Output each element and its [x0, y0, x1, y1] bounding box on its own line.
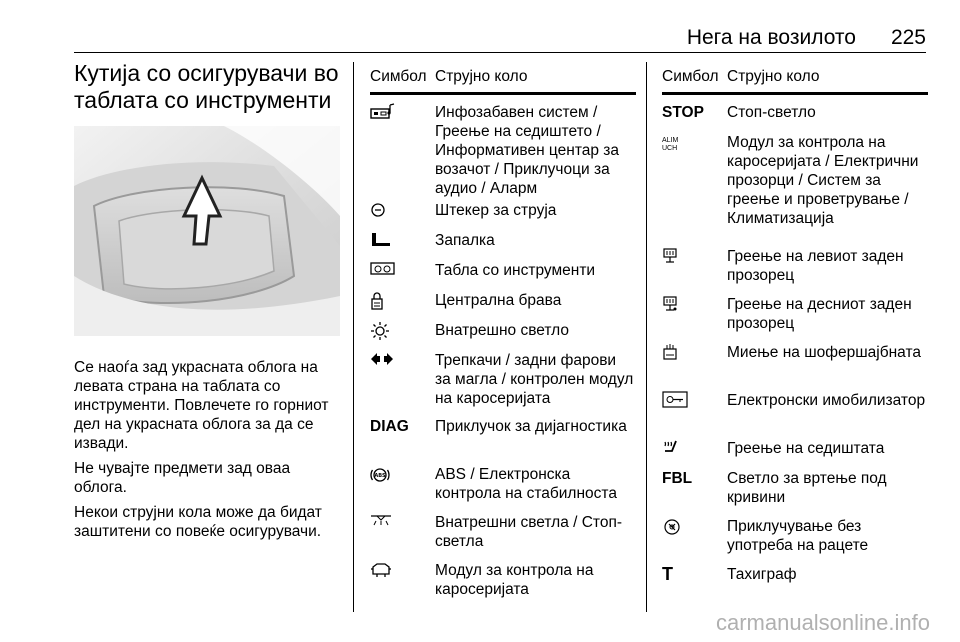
- table-row: T Тахиграф: [662, 564, 797, 584]
- hands-free-icon: [662, 517, 722, 537]
- instrument-panel-icon: [370, 261, 430, 277]
- interior-lights-icon: [370, 513, 430, 527]
- header-rule: [74, 52, 926, 53]
- column-divider-2: [646, 62, 647, 612]
- chapter-title: Нега на возилото: [686, 26, 856, 49]
- table-row: FBL Светло за вртење под кривини: [662, 470, 887, 506]
- column-divider-1: [353, 62, 354, 612]
- table-row: Греење на седиштата: [662, 439, 928, 469]
- page-header: [74, 26, 926, 54]
- table-row: Приклучување без употреба на рацете: [662, 517, 928, 565]
- svg-text:ABS: ABS: [374, 473, 386, 479]
- stop-label: STOP: [662, 104, 704, 121]
- table-row: Миење на шофершајбната: [662, 343, 928, 391]
- table-row: Штекер за струја: [370, 201, 636, 231]
- left-window-heat-icon: [662, 247, 722, 265]
- fuse-table-middle: [370, 68, 636, 609]
- table-row: Инфозабавен систем / Греење на седиштето / Информативен центар за возачот / Приклучоци за аудио / Аларм: [370, 103, 636, 201]
- watermark: carmanualsonline.info: [715, 610, 930, 635]
- left-column: [74, 60, 340, 547]
- seat-heat-icon: [662, 439, 722, 457]
- interior-light-icon: [370, 321, 430, 341]
- paragraph-note: Некои струјни кола може да бидат заштитени со повеќе осигурувачи.: [74, 504, 322, 540]
- table-row: ALIM UCH Модул за контрола на каросеријата / Електрични прозорци / Систем за греење и проветрување / Климатизација: [662, 134, 919, 227]
- abs-icon: [370, 465, 430, 485]
- fuse-table-right: [662, 68, 928, 595]
- washer-icon: [662, 343, 722, 361]
- immobilizer-icon: [662, 391, 722, 409]
- right-window-heat-icon: [662, 295, 722, 313]
- table-row: Трепкачи / задни фарови за магла / контролен модул на каросеријата: [370, 351, 636, 417]
- page-number: 225: [890, 26, 926, 49]
- table-row: STOP Стоп-светло: [662, 104, 816, 121]
- ignition-icon: [370, 231, 430, 249]
- paragraph-warning: Не чувајте предмети зад оваа облога.: [74, 460, 291, 496]
- power-outlet-icon: [370, 201, 430, 219]
- header-thick-rule: [370, 92, 636, 95]
- fuse-cover-photo: [74, 126, 340, 336]
- tachograph-label: T: [662, 564, 673, 584]
- table-row: ABS ABS / Електронска контрола на стабилноста: [370, 465, 636, 513]
- table-row: Запалка: [370, 231, 636, 261]
- table-row: Внатрешно светло: [370, 321, 636, 351]
- table-row: Централна брава: [370, 291, 636, 321]
- table-header: Симбол Струјно коло: [662, 68, 820, 85]
- diag-label: DIAG: [370, 418, 409, 435]
- section-title: Кутија со осигурувачи во таблата со инструменти: [74, 60, 339, 113]
- table-row: Греење на десниот заден прозорец: [662, 295, 928, 343]
- infotainment-icon: [370, 103, 430, 121]
- body-control-icon: [370, 561, 430, 579]
- table-row: Табла со инструменти: [370, 261, 636, 291]
- alim-uch-label: ALIM UCH: [662, 137, 679, 152]
- fbl-label: FBL: [662, 470, 693, 487]
- turn-signal-icon: [370, 351, 430, 367]
- table-row: Модул за контрола на каросеријата: [370, 561, 636, 609]
- central-lock-icon: [370, 291, 430, 311]
- table-row: Внатрешни светла / Стоп-светла: [370, 513, 636, 561]
- table-row: Греење на левиот заден прозорец: [662, 247, 928, 295]
- table-row: DIAG Приклучок за дијагностика: [370, 418, 627, 435]
- table-row: Електронски имобилизатор: [662, 391, 928, 439]
- table-header: Симбол Струјно коло: [370, 68, 528, 85]
- paragraph-location: Се наоѓа зад украсната облога на левата страна на таблата со инструменти. Повлечете го горниот дел на украсната облога за да се извади.: [74, 359, 329, 452]
- header-thick-rule: [662, 92, 928, 95]
